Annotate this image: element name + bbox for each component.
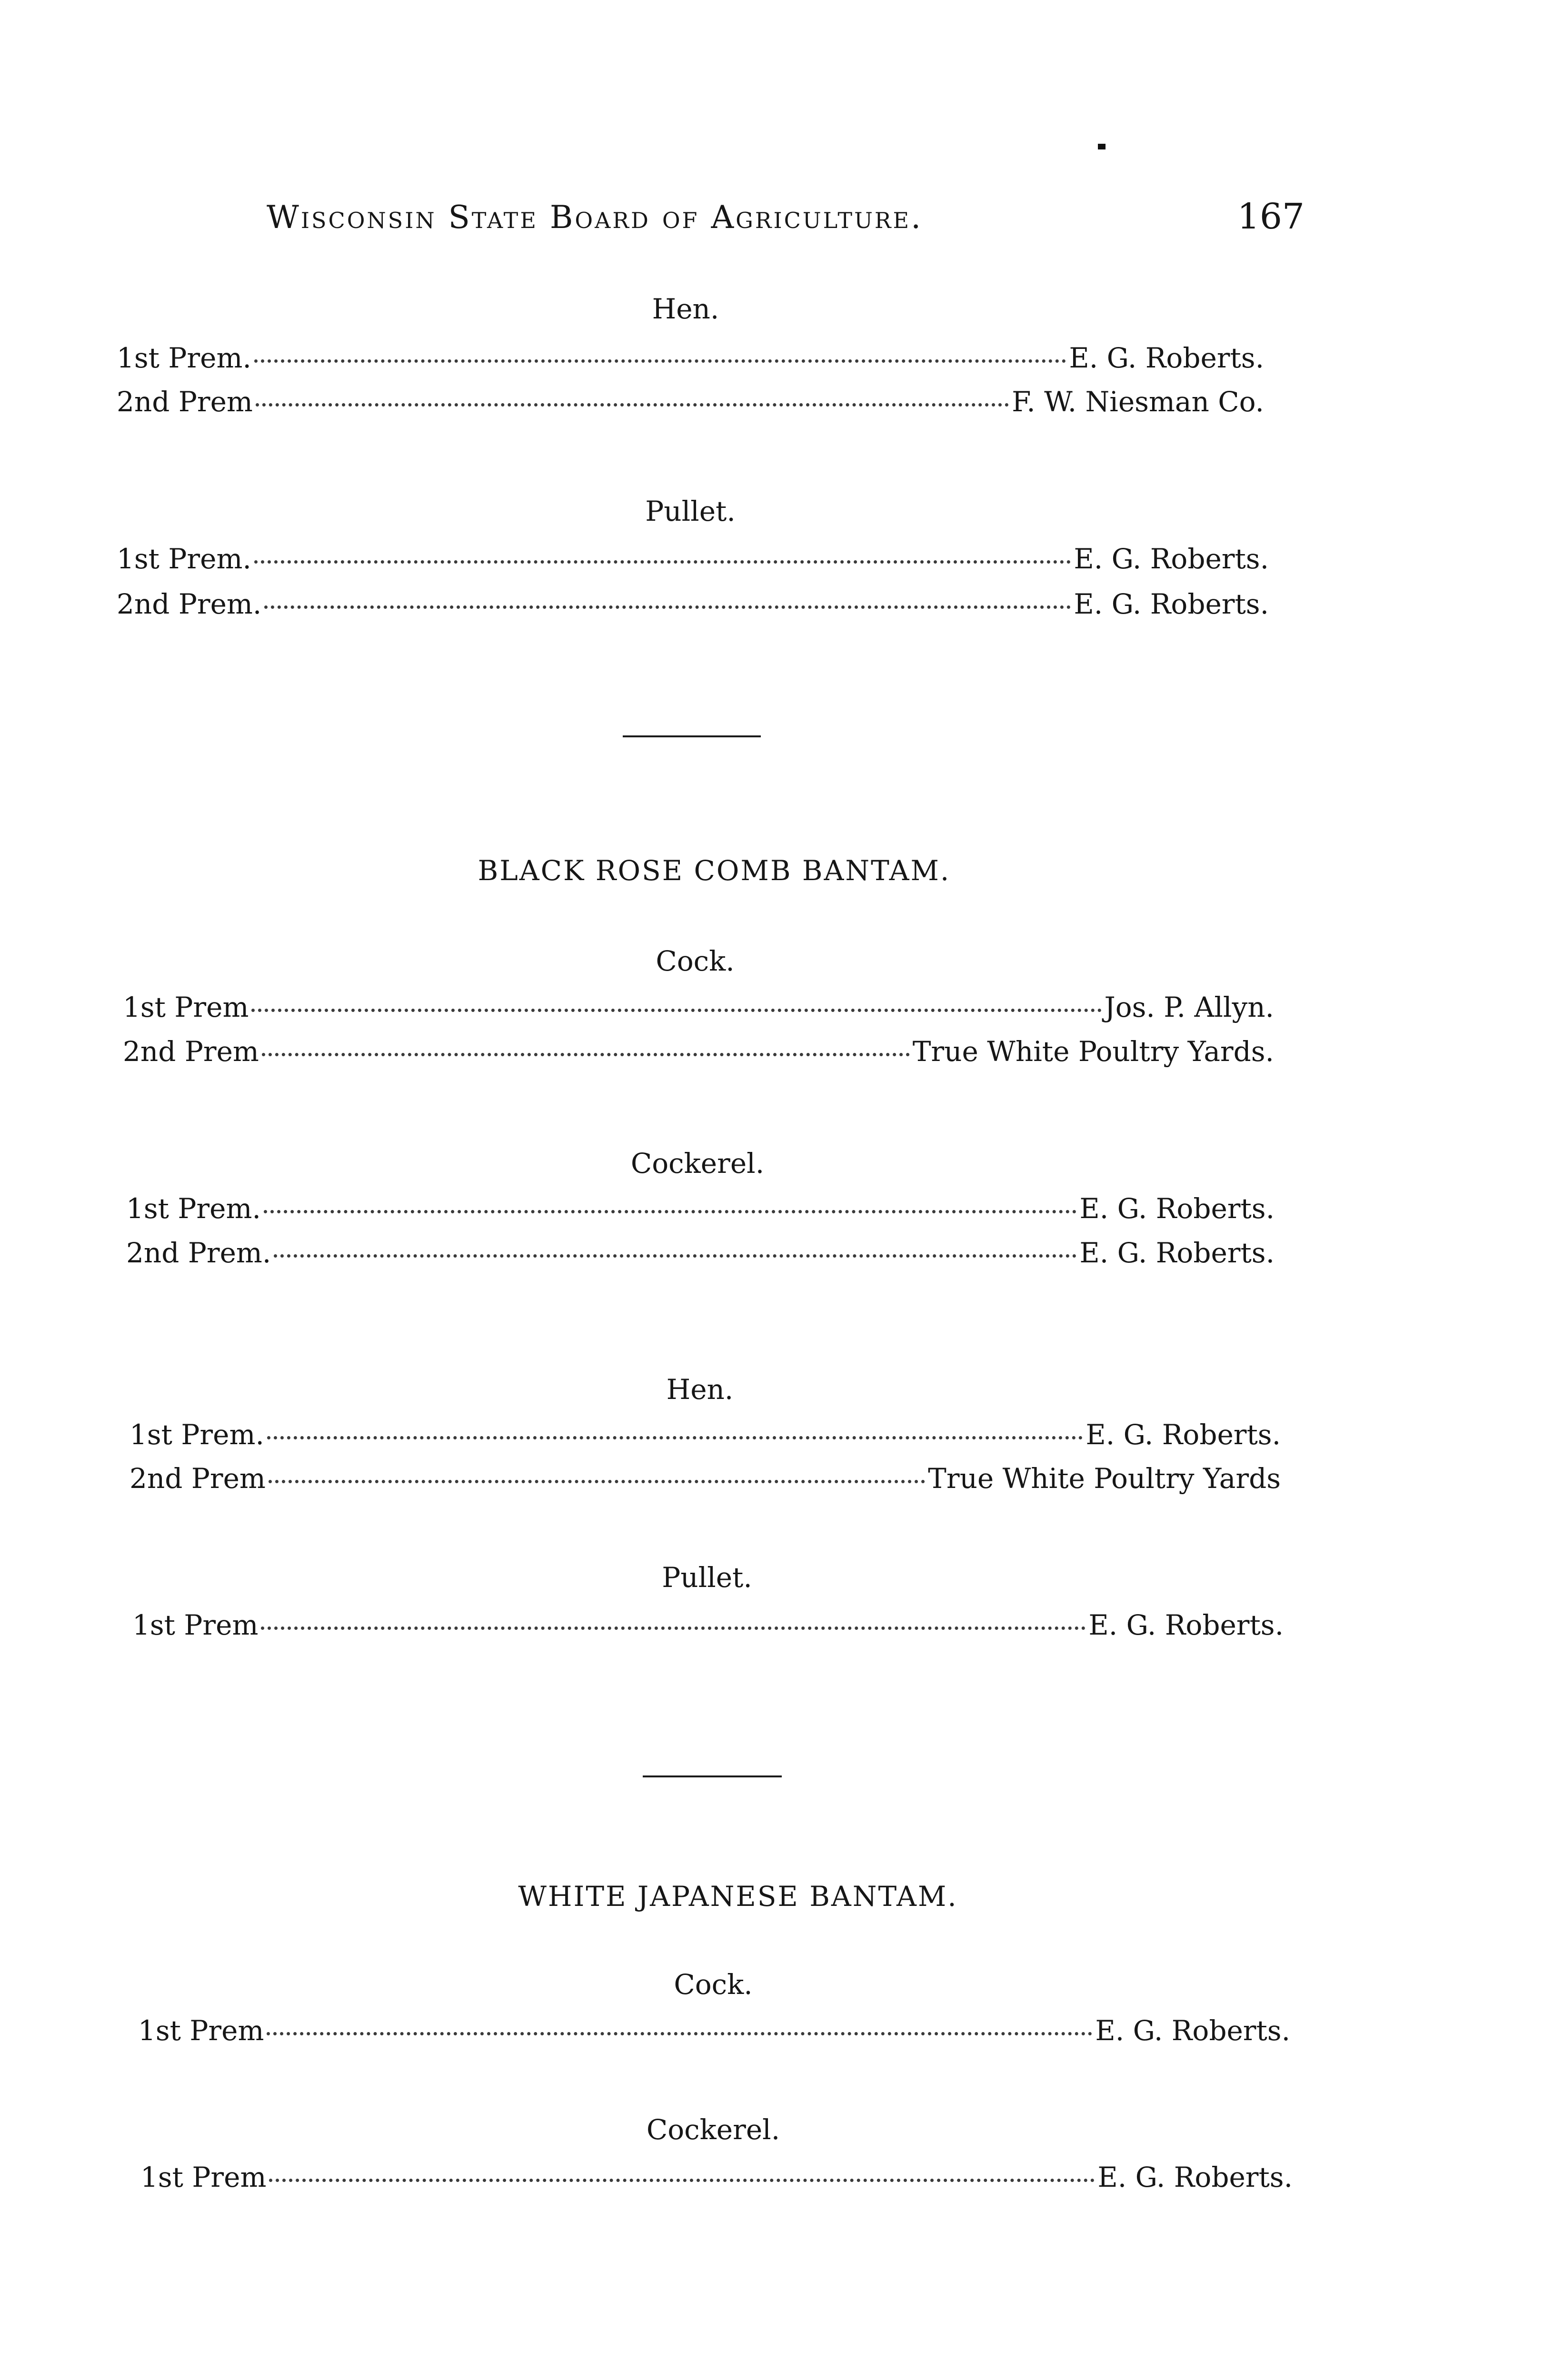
dot-leader	[269, 2179, 1095, 2182]
premium-rank: 1st Prem.	[117, 342, 251, 374]
premium-rank: 2nd Prem	[123, 1035, 259, 1068]
ink-speck	[1098, 144, 1106, 149]
premium-winner: E. G. Roberts.	[1095, 2014, 1290, 2047]
premium-winner: F. W. Niesman Co.	[1012, 386, 1264, 418]
premium-rank: 1st Prem.	[117, 543, 251, 575]
class-heading-pullet: Pullet.	[662, 1561, 752, 1594]
premium-winner: Jos. P. Allyn.	[1104, 991, 1274, 1023]
dot-leader	[264, 605, 1071, 609]
dot-leader	[267, 1436, 1083, 1439]
premium-entry	[126, 1237, 1275, 1272]
premium-entry	[130, 1462, 1281, 1497]
premium-rank: 1st Prem	[132, 1609, 259, 1641]
page-number: 167	[1237, 196, 1305, 237]
class-heading-cockerel: Cockerel.	[646, 2113, 780, 2146]
premium-winner: E. G. Roberts.	[1079, 1192, 1275, 1225]
dot-leader	[274, 1254, 1076, 1258]
dot-leader	[254, 560, 1071, 564]
premium-entry	[123, 991, 1274, 1026]
dot-leader	[254, 359, 1066, 363]
section-divider	[623, 735, 761, 737]
dot-leader	[267, 2032, 1092, 2035]
premium-winner: E. G. Roberts.	[1097, 2161, 1293, 2193]
dot-leader	[256, 403, 1009, 407]
premium-winner: E. G. Roberts.	[1086, 1418, 1281, 1451]
class-heading-pullet: Pullet.	[645, 495, 736, 527]
premium-rank: 1st Prem	[138, 2014, 264, 2047]
class-heading-cock: Cock.	[656, 945, 735, 977]
premium-entry	[117, 342, 1264, 377]
section-title: WHITE JAPANESE BANTAM.	[518, 1880, 958, 1913]
premium-entry	[117, 543, 1269, 578]
premium-winner: E. G. Roberts.	[1069, 342, 1264, 374]
premium-entry	[117, 588, 1269, 623]
class-heading-cockerel: Cockerel.	[630, 1147, 765, 1180]
premium-entry	[117, 386, 1264, 421]
premium-entry	[140, 2161, 1293, 2196]
premium-rank: 2nd Prem	[117, 386, 253, 418]
premium-winner: True White Poultry Yards	[928, 1462, 1281, 1495]
class-heading-hen: Hen.	[652, 293, 719, 325]
premium-rank: 2nd Prem	[130, 1462, 266, 1495]
premium-winner: E. G. Roberts.	[1074, 588, 1269, 620]
premium-entry	[138, 2014, 1290, 2050]
premium-rank: 2nd Prem.	[117, 588, 262, 620]
dot-leader	[269, 1480, 925, 1483]
class-heading-cock: Cock.	[674, 1968, 753, 2001]
running-title: Wisconsin State Board of Agriculture.	[267, 199, 923, 236]
dot-leader	[262, 1053, 910, 1056]
premium-entry	[130, 1418, 1281, 1454]
premium-entry	[123, 1035, 1274, 1071]
premium-rank: 1st Prem	[140, 2161, 267, 2193]
premium-entry	[132, 1609, 1284, 1644]
premium-rank: 1st Prem	[123, 991, 249, 1023]
premium-winner: E. G. Roberts.	[1074, 543, 1269, 575]
premium-rank: 1st Prem.	[130, 1418, 264, 1451]
premium-winner: True White Poultry Yards.	[912, 1035, 1274, 1068]
premium-winner: E. G. Roberts.	[1088, 1609, 1284, 1641]
running-head	[267, 196, 1305, 251]
premium-entry	[126, 1192, 1275, 1228]
premium-rank: 1st Prem.	[126, 1192, 261, 1225]
dot-leader	[261, 1626, 1086, 1630]
class-heading-hen: Hen.	[666, 1373, 734, 1406]
premium-winner: E. G. Roberts.	[1079, 1237, 1275, 1269]
premium-rank: 2nd Prem.	[126, 1237, 271, 1269]
section-title: BLACK ROSE COMB BANTAM.	[478, 854, 951, 887]
dot-leader	[264, 1210, 1076, 1213]
section-divider	[643, 1775, 782, 1777]
dot-leader	[251, 1009, 1101, 1012]
